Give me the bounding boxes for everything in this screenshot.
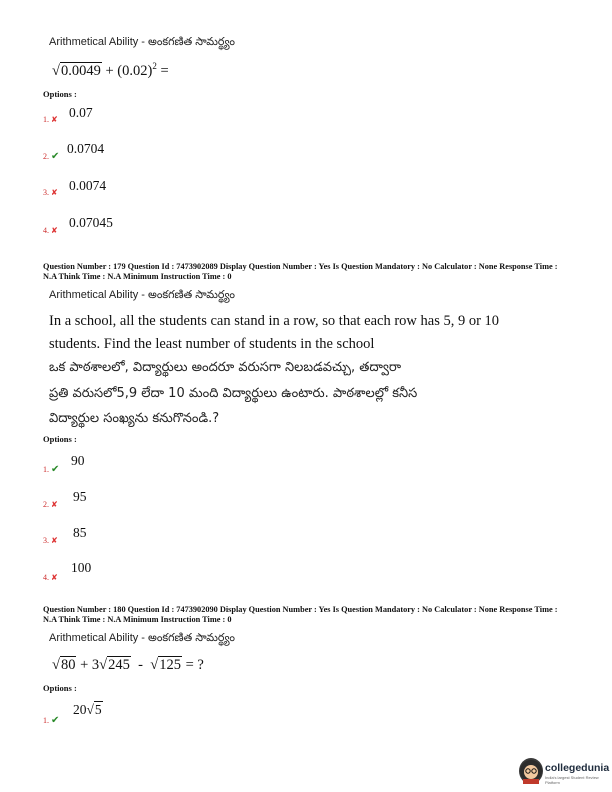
expression-term: + (0.02) [105, 62, 153, 79]
subject-label: Arithmetical Ability - అంకగణిత సామర్థ్యం [49, 36, 236, 48]
question-text-telugu: ఒక పాఠశాలలో, విద్యార్థులు అందరూ వరుసగా నిలబడవచ్చు, తద్వారా [49, 360, 402, 375]
question-expression [52, 657, 204, 674]
option-number: 4. [43, 573, 49, 582]
option-number: 1. [43, 465, 49, 474]
subject-label: Arithmetical Ability - అంకగణిత సామర్థ్యం [49, 289, 236, 301]
equals-sign: = ? [185, 657, 204, 673]
radicand: 0.0049 [60, 62, 101, 79]
question-text-telugu: ప్రతి వరుసలో5,9 లేదా 10 మంది విద్యార్థులు ఉంటారు. పాఠశాలల్లో కనీస [49, 386, 418, 401]
option-number: 4. [43, 226, 49, 235]
subject-label: Arithmetical Ability - అంకగణిత సామర్థ్యం [49, 632, 236, 644]
option-item[interactable] [43, 141, 105, 164]
option-value: 0.07 [69, 105, 93, 120]
logo-tagline: India's largest Student Review Platform [545, 775, 599, 785]
option-number: 1. [43, 716, 49, 725]
option-number: 2. [43, 152, 49, 161]
coefficient: 20 [73, 702, 87, 717]
equals-sign: = [160, 62, 169, 79]
question-text-telugu: విద్యార్థుల సంఖ్యను కనుగొనండి.? [49, 411, 220, 426]
option-number: 2. [43, 500, 49, 509]
question-meta: Question Number : 179 Question Id : 7473902089 Display Question Number : Yes Is Question Mandatory : No Calculator : None Response Time : N.A Think Time : N.A Minimum Instruction Time : 0 [43, 262, 558, 281]
option-item[interactable] [43, 525, 87, 548]
collegedunia-logo [519, 758, 611, 788]
radicand: 5 [94, 702, 102, 717]
check-icon: ✔ [51, 464, 60, 475]
option-value [73, 702, 103, 717]
radicand: 80 [60, 657, 76, 673]
exponent: 2 [152, 61, 157, 71]
option-value: 85 [73, 525, 87, 540]
options-label: Options : [43, 89, 77, 99]
option-item[interactable] [43, 105, 93, 127]
logo-wordmark: collegedunia [545, 762, 610, 774]
sqrt-symbol: √ [52, 657, 60, 673]
option-number: 1. [43, 115, 49, 124]
expression-term: + 3 [80, 657, 100, 673]
option-number: 3. [43, 188, 49, 197]
options-label: Options : [43, 683, 77, 693]
minus-sign: - [138, 657, 143, 673]
option-value: 0.0074 [69, 178, 107, 193]
options-label: Options : [43, 434, 77, 444]
check-icon: ✔ [51, 715, 60, 726]
option-item[interactable] [43, 489, 87, 512]
option-item[interactable] [43, 560, 92, 585]
cross-icon: ✘ [51, 573, 58, 582]
check-icon: ✔ [51, 151, 60, 162]
mascot-icon [519, 758, 543, 784]
option-value: 0.07045 [69, 215, 113, 230]
option-item[interactable] [43, 453, 85, 477]
radicand: 125 [159, 657, 181, 673]
option-number: 3. [43, 536, 49, 545]
sqrt-symbol: √ [52, 62, 60, 79]
option-value: 90 [71, 453, 85, 468]
option-item[interactable] [43, 215, 113, 238]
radicand: 245 [108, 657, 130, 673]
option-value: 0.0704 [67, 141, 105, 156]
option-value: 100 [71, 560, 92, 575]
sqrt-symbol: √ [99, 657, 108, 673]
cross-icon: ✘ [51, 536, 58, 545]
cross-icon: ✘ [51, 188, 58, 197]
cross-icon: ✘ [51, 226, 58, 235]
question-text-line: students. Find the least number of students in the school [49, 336, 375, 352]
option-item[interactable] [43, 702, 102, 728]
question-meta: Question Number : 180 Question Id : 7473902090 Display Question Number : Yes Is Question Mandatory : No Calculator : None Response Time : N.A Think Time : N.A Minimum Instruction Time : 0 [43, 605, 558, 624]
sqrt-symbol: √ [150, 657, 159, 673]
sqrt-symbol: √ [86, 702, 94, 717]
cross-icon: ✘ [51, 115, 58, 124]
cross-icon: ✘ [51, 500, 58, 509]
option-item[interactable] [43, 178, 107, 200]
option-value: 95 [73, 489, 87, 504]
question-expression [52, 61, 169, 80]
question-text-line: In a school, all the students can stand in a row, so that each row has 5, 9 or 10 [49, 313, 500, 329]
